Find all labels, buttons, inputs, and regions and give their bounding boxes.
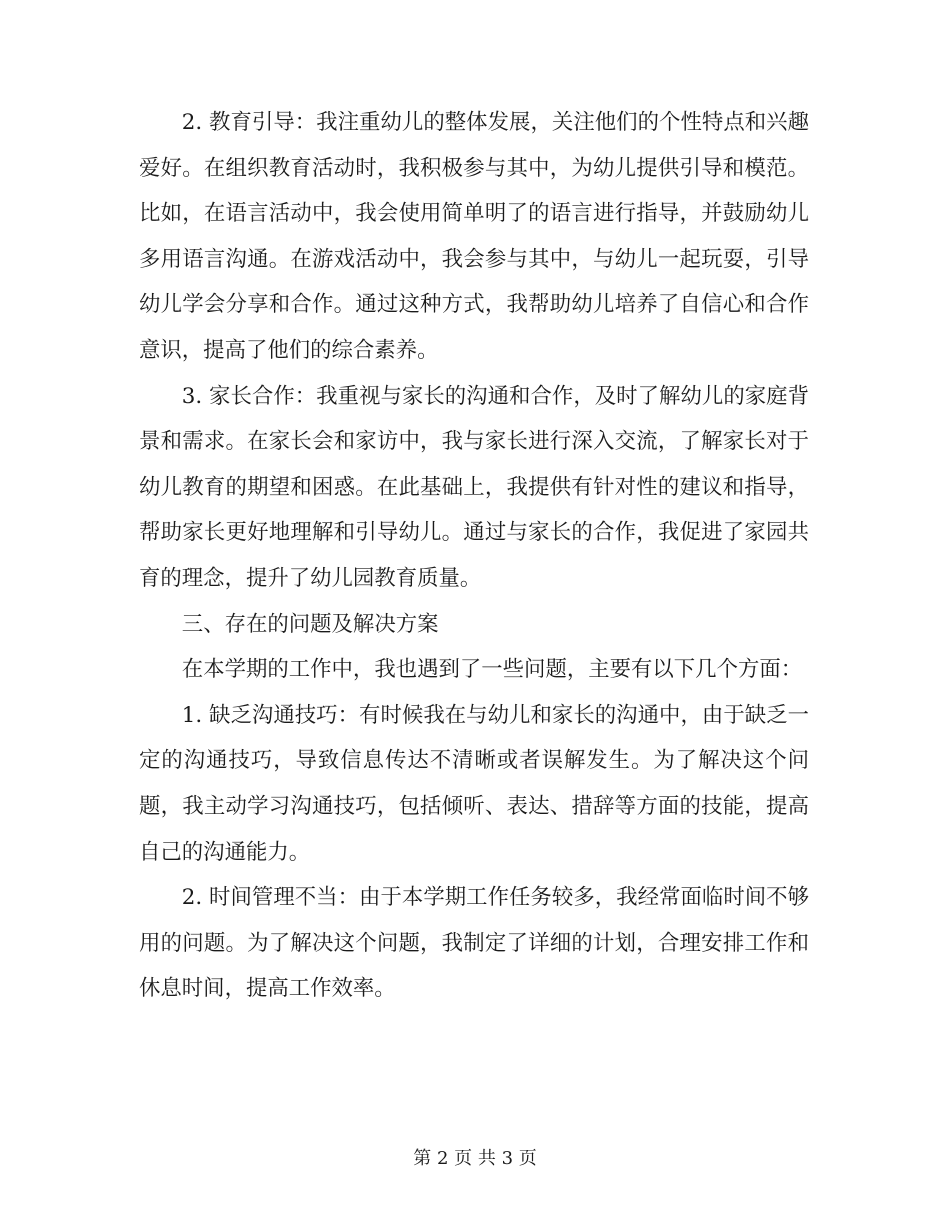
document-body xyxy=(139,100,809,1012)
paragraph-problems-intro: 在本学期的工作中，我也遇到了一些问题，主要有以下几个方面： xyxy=(181,657,803,683)
page-footer: 第 2 页 共 3 页 xyxy=(413,1148,537,1169)
section-heading-problems: 三、存在的问题及解决方案 xyxy=(181,611,439,637)
paragraph-time-management: 2. 时间管理不当：由于本学期工作任务较多，我经常面临时间不够用的问题。为了解决这个问题，我制定了详细的计划，合理安排工作和休息时间，提高工作效率。 xyxy=(139,885,809,1002)
paragraph-parent-cooperation: 3. 家长合作：我重视与家长的沟通和合作，及时了解幼儿的家庭背景和需求。在家长会和家访中，我与家长进行深入交流，了解家长对于幼儿教育的期望和困惑。在此基础上，我提供有针对性的建议和指导，帮助家长更好地理解和引导幼儿。通过与家长的合作，我促进了家园共育的理念，提升了幼儿园教育质量。 xyxy=(139,383,809,591)
paragraph-communication-skills: 1. 缺乏沟通技巧：有时候我在与幼儿和家长的沟通中，由于缺乏一定的沟通技巧，导致信息传达不清晰或者误解发生。为了解决这个问题，我主动学习沟通技巧，包括倾听、表达、措辞等方面的技能，提高自己的沟通能力。 xyxy=(139,702,809,865)
paragraph-education-guidance: 2. 教育引导：我注重幼儿的整体发展，关注他们的个性特点和兴趣爱好。在组织教育活动时，我积极参与其中，为幼儿提供引导和模范。比如，在语言活动中，我会使用简单明了的语言进行指导，并鼓励幼儿多用语言沟通。在游戏活动中，我会参与其中，与幼儿一起玩耍，引导幼儿学会分享和合作。通过这种方式，我帮助幼儿培养了自信心和合作意识，提高了他们的综合素养。 xyxy=(139,110,809,363)
